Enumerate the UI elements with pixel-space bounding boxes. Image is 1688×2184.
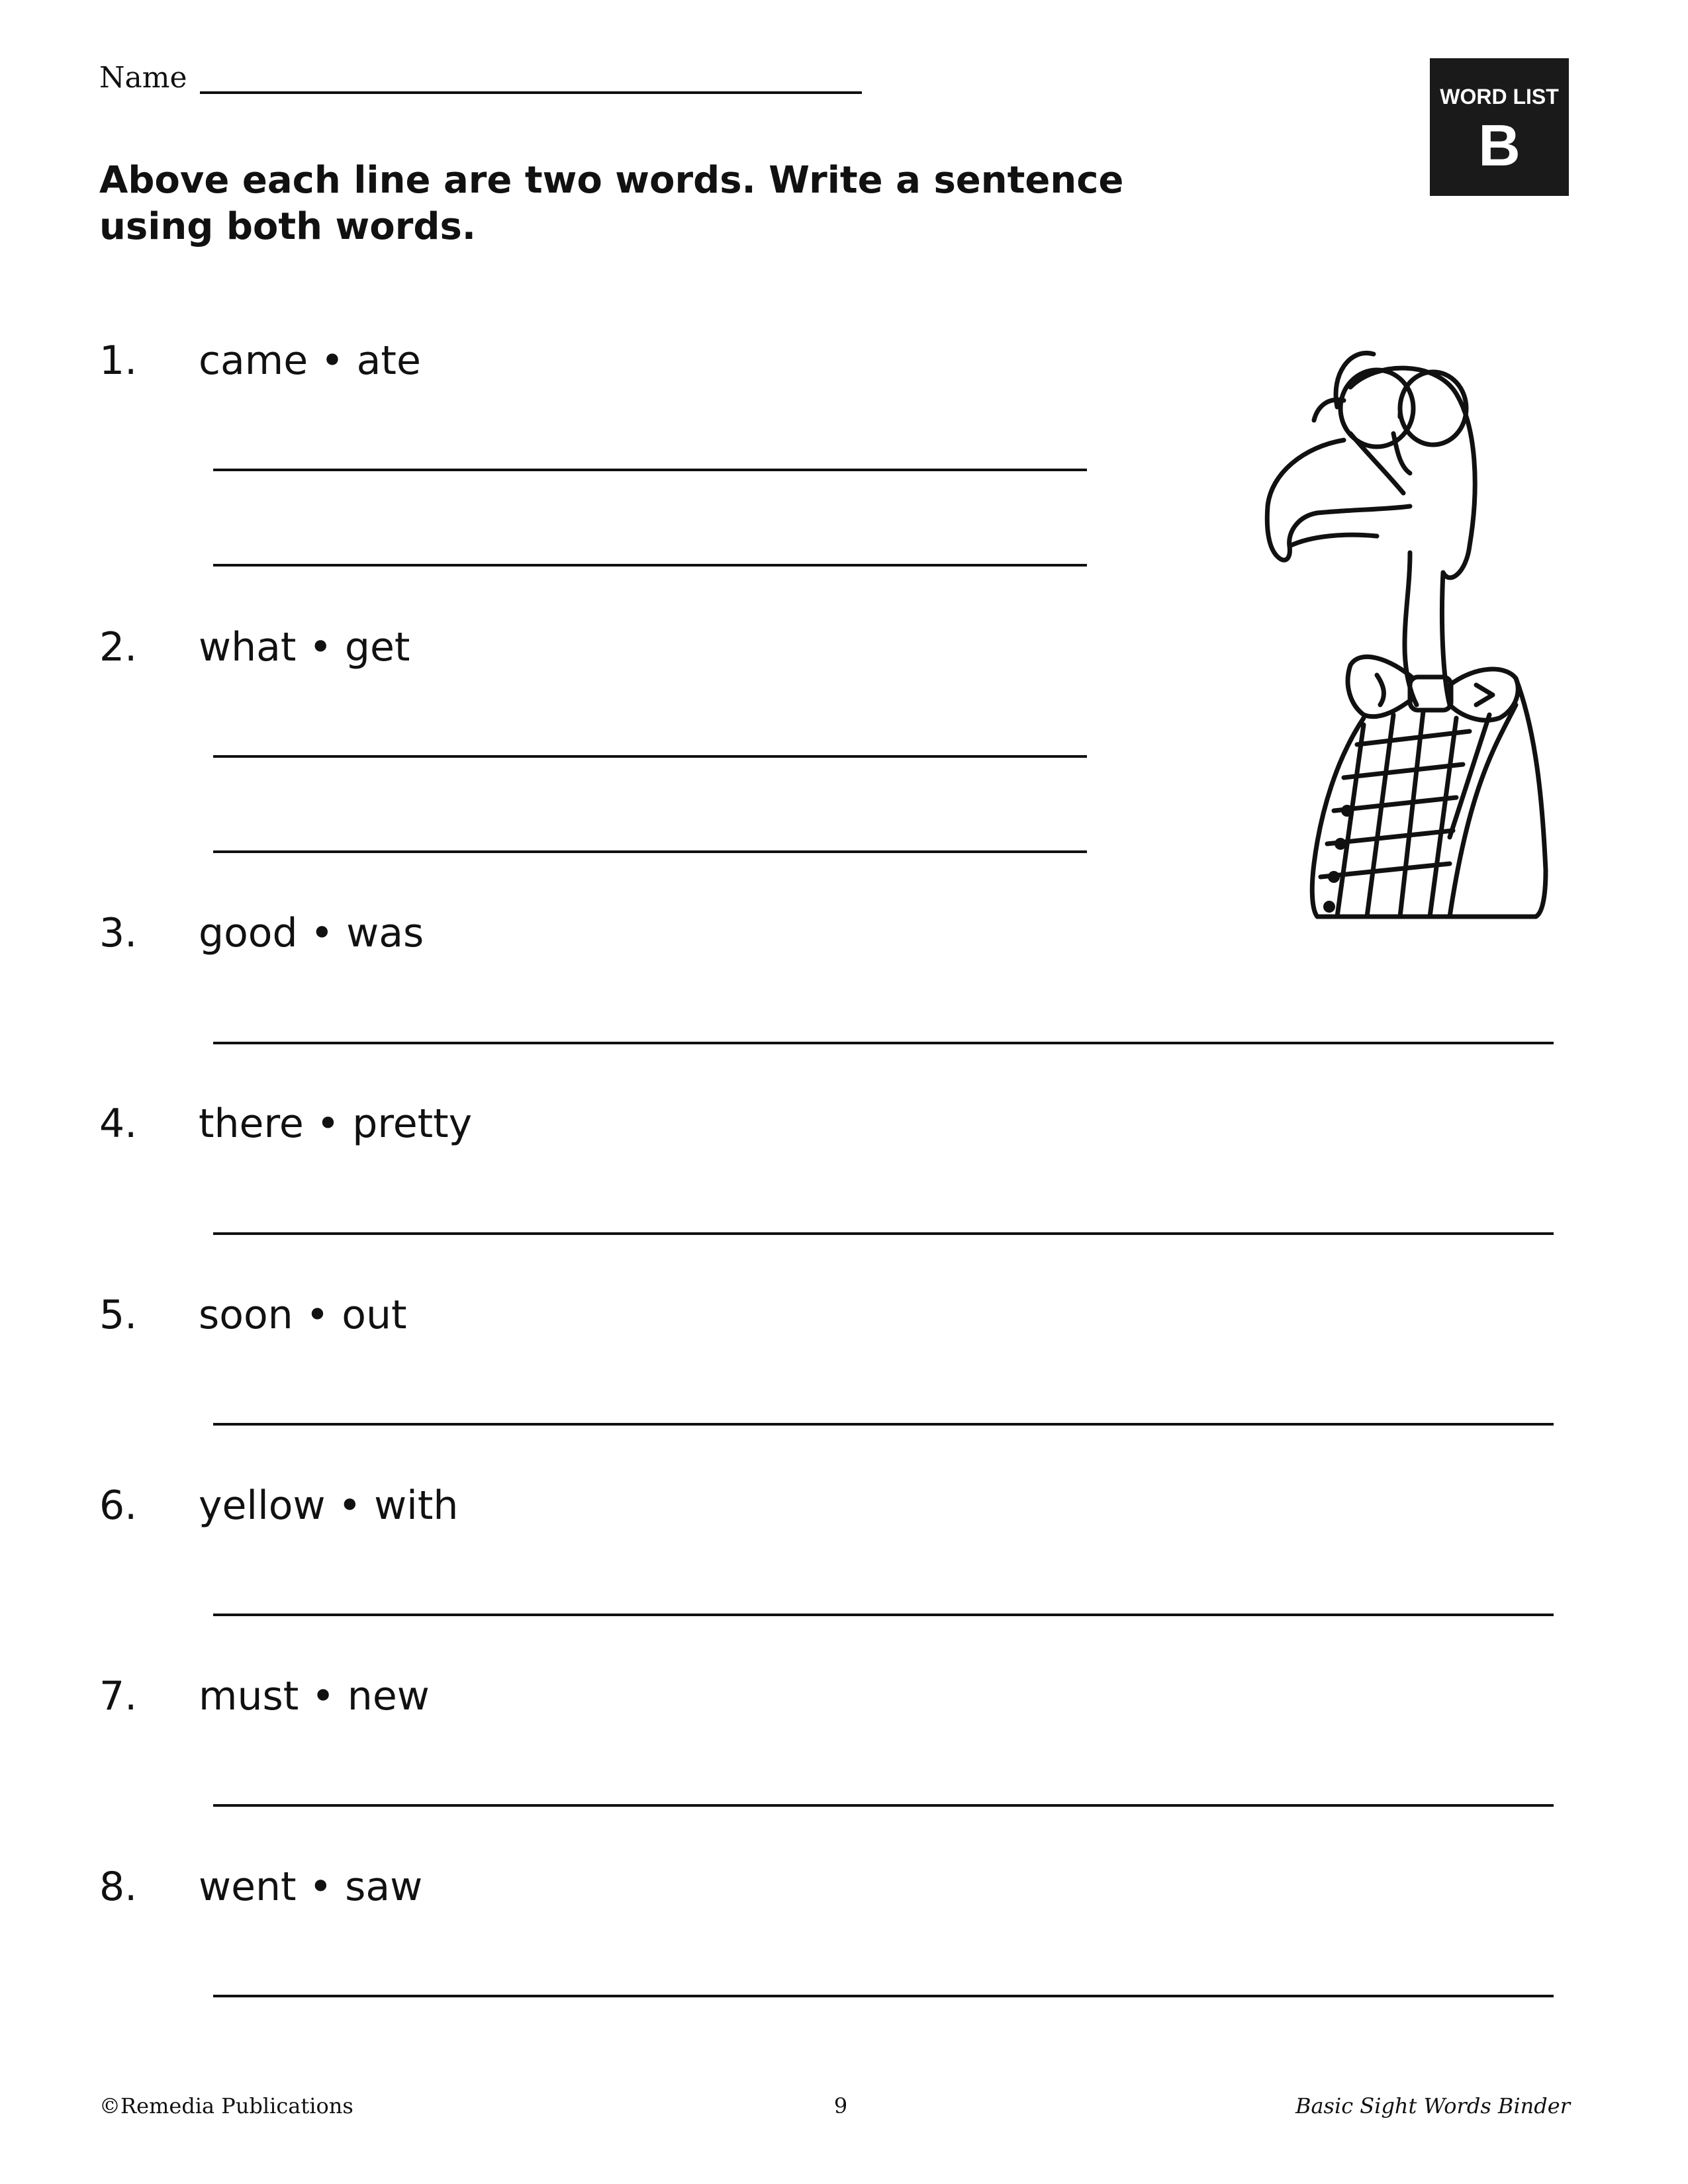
item-number: 1. bbox=[99, 338, 138, 384]
name-label: Name bbox=[99, 61, 187, 95]
item-number: 2. bbox=[99, 624, 138, 670]
footer-page-number: 9 bbox=[833, 2093, 848, 2118]
footer-book-title: Basic Sight Words Binder bbox=[1295, 2093, 1570, 2118]
item-words: soon • out bbox=[199, 1292, 407, 1338]
word-list-badge-title: WORD LIST bbox=[1440, 85, 1559, 109]
answer-line-3[interactable] bbox=[213, 1042, 1554, 1044]
item-words: yellow • with bbox=[199, 1482, 459, 1529]
answer-line-6[interactable] bbox=[213, 1614, 1554, 1616]
item-words: came • ate bbox=[199, 338, 421, 384]
answer-line-5[interactable] bbox=[213, 1423, 1554, 1426]
answer-line-2b[interactable] bbox=[213, 850, 1087, 853]
item-number: 6. bbox=[99, 1482, 138, 1529]
item-words: there • pretty bbox=[199, 1101, 473, 1147]
instructions: Above each line are two words. Write a sentence using both words. bbox=[99, 159, 1124, 248]
item-words: what • get bbox=[199, 624, 410, 670]
answer-line-8[interactable] bbox=[213, 1995, 1554, 1997]
word-list-badge bbox=[1430, 58, 1569, 196]
name-row bbox=[99, 58, 867, 98]
item-number: 8. bbox=[99, 1864, 138, 1910]
answer-line-2a[interactable] bbox=[213, 755, 1087, 758]
item-words: good • was bbox=[199, 910, 424, 956]
item-words: must • new bbox=[199, 1673, 430, 1719]
word-list-badge-letter: B bbox=[1478, 113, 1521, 178]
bird-with-glasses-and-bowtie-icon bbox=[1251, 334, 1595, 930]
item-number: 4. bbox=[99, 1101, 138, 1147]
item-number: 5. bbox=[99, 1292, 138, 1338]
answer-line-4[interactable] bbox=[213, 1232, 1554, 1235]
answer-line-1a[interactable] bbox=[213, 469, 1087, 471]
item-number: 7. bbox=[99, 1673, 138, 1719]
item-number: 3. bbox=[99, 910, 138, 956]
item-words: went • saw bbox=[199, 1864, 423, 1910]
answer-line-7[interactable] bbox=[213, 1804, 1554, 1807]
name-writing-line[interactable] bbox=[200, 91, 862, 94]
footer-copyright: ©Remedia Publications bbox=[99, 2093, 353, 2118]
answer-line-1b[interactable] bbox=[213, 564, 1087, 567]
